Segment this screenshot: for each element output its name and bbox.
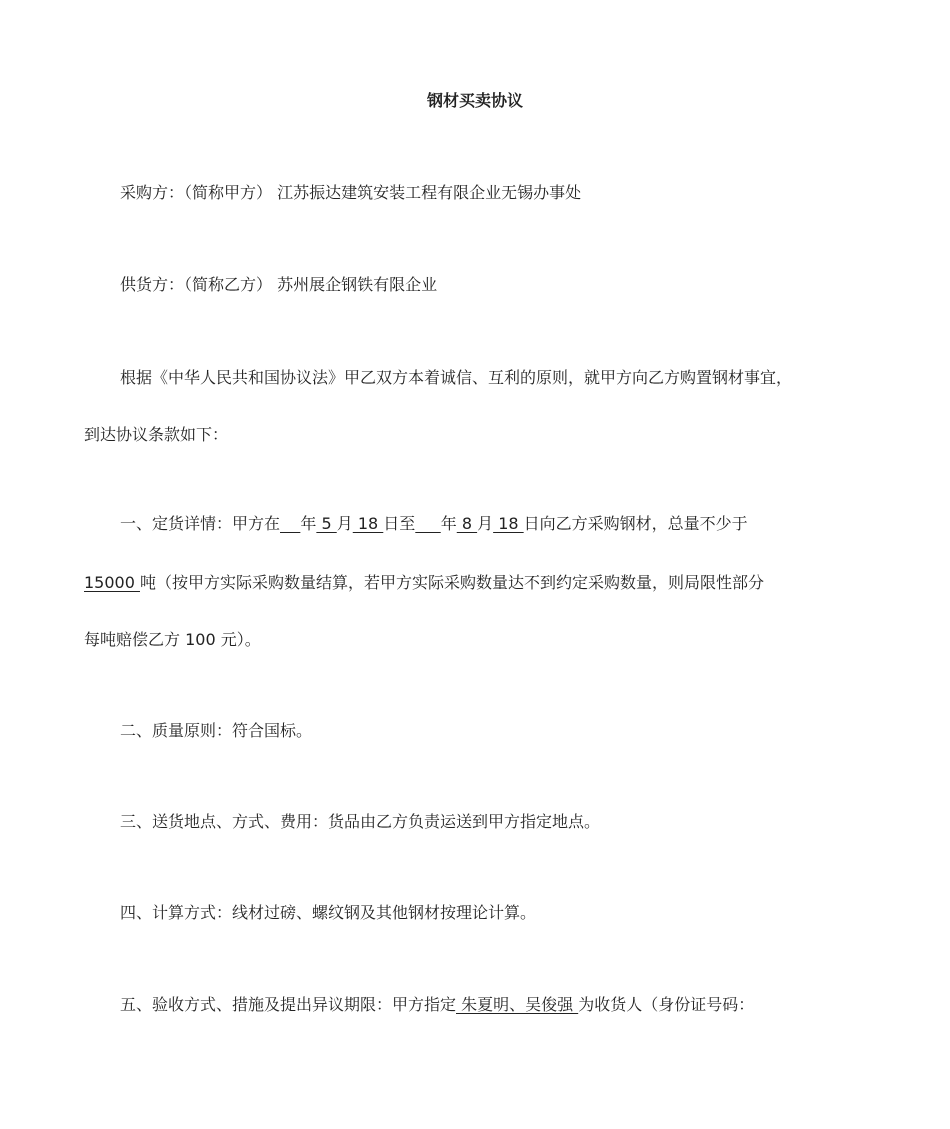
clause-1-prefix: 一、定货详情：甲方在 (120, 514, 281, 533)
clause-1-mid: 日至 (383, 514, 416, 533)
start-day: 18 (352, 514, 384, 533)
clause-4: 四、计算方式：线材过磅、螺纹钢及其他钢材按理论计算。 (120, 903, 537, 922)
clause-5-prefix: 五、验收方式、措施及提出异议期限：甲方指定 (120, 995, 457, 1014)
basis-paragraph-line2: 到达协议条款如下： (84, 425, 229, 444)
clause-1-line2-text: 吨（按甲方实际采购数量结算，若甲方实际采购数量达不到约定采购数量，则局限性部分 (139, 573, 764, 592)
year-label: 年 (300, 514, 317, 533)
clause-1-line3: 每吨赔偿乙方 100 元）。 (84, 630, 261, 649)
purchaser-line: 采购方：（简称甲方） 江苏振达建筑安装工程有限企业无锡办事处 (120, 183, 582, 202)
clause-5-line1 (84, 992, 920, 1015)
clause-1-suffix: 日向乙方采购钢材，总量不少于 (523, 514, 748, 533)
clause-2: 二、质量原则：符合国标。 (120, 721, 313, 740)
year-label: 年 (440, 514, 457, 533)
clause-1-line1 (84, 511, 920, 534)
basis-paragraph-line1: 根据《中华人民共和国协议法》甲乙双方本着诚信、互利的原则，就甲方向乙方购置钢材事宜， (120, 368, 793, 387)
clause-3: 三、送货地点、方式、费用：货品由乙方负责运送到甲方指定地点。 (120, 812, 601, 831)
end-month: 8 (456, 514, 478, 533)
start-year-blank (280, 514, 300, 533)
quantity-value: 15000 (84, 573, 140, 592)
page-title: 钢材买卖协议 (426, 91, 523, 110)
end-year-blank (415, 514, 440, 533)
month-label: 月 (477, 514, 494, 533)
month-label: 月 (336, 514, 353, 533)
receiver-names: 朱夏明、吴俊强 (456, 995, 579, 1014)
end-day: 18 (493, 514, 524, 533)
clause-5-suffix: 为收货人（身份证号码： (578, 995, 755, 1014)
start-month: 5 (316, 514, 337, 533)
supplier-line: 供货方：（简称乙方） 苏州展企钢铁有限企业 (120, 275, 438, 294)
clause-1-line2 (84, 570, 884, 593)
